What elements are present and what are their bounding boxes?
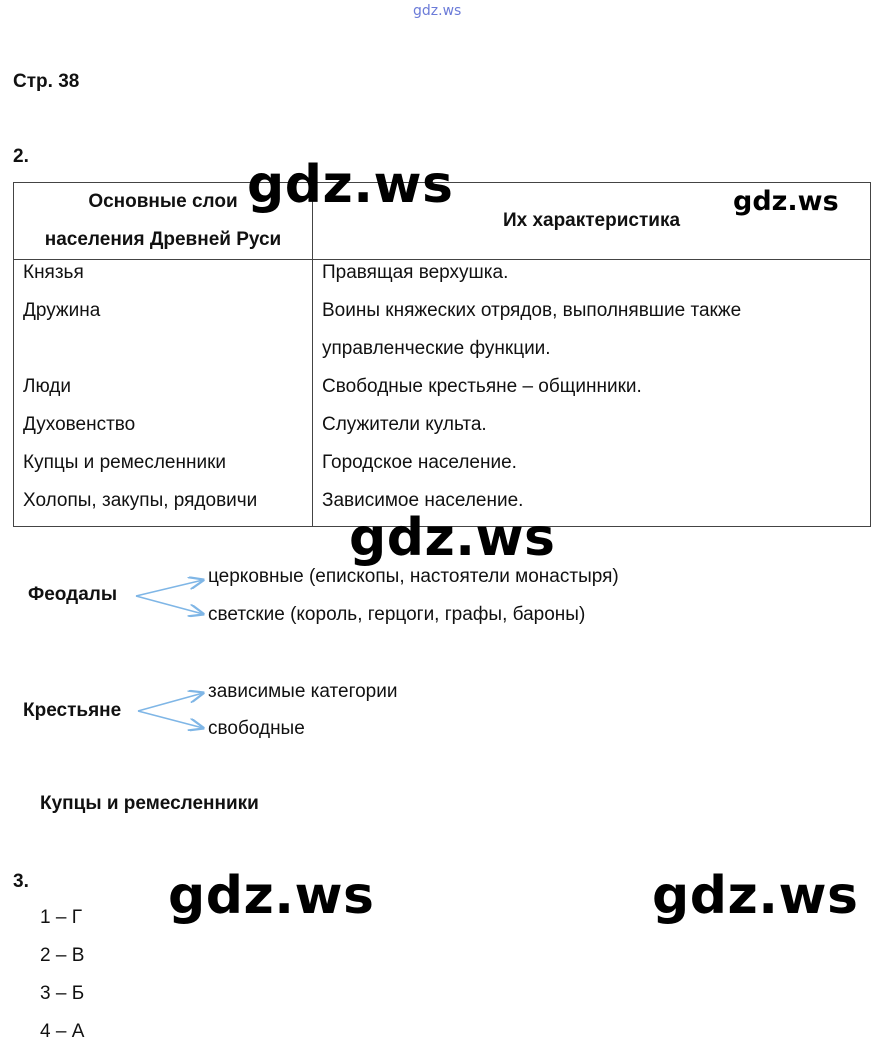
header-col2: Их характеристика: [502, 210, 681, 231]
feudals-label: Феодалы: [28, 584, 118, 605]
layer-cell: Дружина: [23, 300, 101, 321]
characteristic-cell: Зависимое население.: [322, 490, 524, 511]
watermark: gdz.ws: [168, 866, 375, 926]
header-col1-line2: населения Древней Руси: [44, 229, 282, 250]
header-col1-line1: Основные слои: [88, 191, 238, 212]
feudals-arrow-secular: [136, 596, 203, 614]
feudals-arrow-church: [136, 580, 203, 596]
page-label: Стр. 38: [13, 71, 80, 92]
peasants-branch-dependent: зависимые категории: [208, 681, 398, 702]
characteristic-cell: Правящая верхушка.: [322, 262, 509, 283]
watermark: gdz.ws: [733, 186, 839, 217]
task-3-answer: 4 – А: [40, 1021, 85, 1042]
layer-cell: Купцы и ремесленники: [23, 452, 227, 473]
layer-cell: Духовенство: [23, 414, 136, 435]
characteristic-cell: Городское население.: [322, 452, 517, 473]
peasants-arrow-free: [138, 711, 203, 728]
layer-cell: Люди: [23, 376, 72, 397]
watermark: gdz.ws: [247, 155, 454, 215]
task-2-number: 2.: [13, 146, 29, 167]
feudals-branch-church: церковные (епископы, настоятели монастыря): [208, 566, 619, 587]
layer-cell: Князья: [23, 262, 84, 283]
task-3-answer: 2 – В: [40, 945, 85, 966]
feudals-branch-secular: светские (король, герцоги, графы, бароны): [208, 604, 586, 625]
peasants-label: Крестьяне: [23, 700, 122, 721]
characteristic-cell: Свободные крестьяне – общинники.: [322, 376, 642, 397]
site-url[interactable]: gdz.ws: [413, 3, 462, 19]
peasants-arrow-dependent: [138, 693, 203, 711]
characteristic-cell: управленческие функции.: [322, 338, 551, 359]
characteristic-cell: Воины княжеских отрядов, выполнявшие также: [322, 300, 742, 321]
task-3-answer: 1 – Г: [40, 907, 82, 928]
task-3-number: 3.: [13, 871, 29, 892]
peasants-branch-free: свободные: [208, 718, 305, 739]
watermark: gdz.ws: [652, 866, 859, 926]
characteristic-cell: Служители культа.: [322, 414, 487, 435]
merchants-label: Купцы и ремесленники: [40, 793, 259, 814]
task-3-answer: 3 – Б: [40, 983, 85, 1004]
layer-cell: Холопы, закупы, рядовичи: [23, 490, 258, 511]
watermark: gdz.ws: [349, 508, 556, 568]
